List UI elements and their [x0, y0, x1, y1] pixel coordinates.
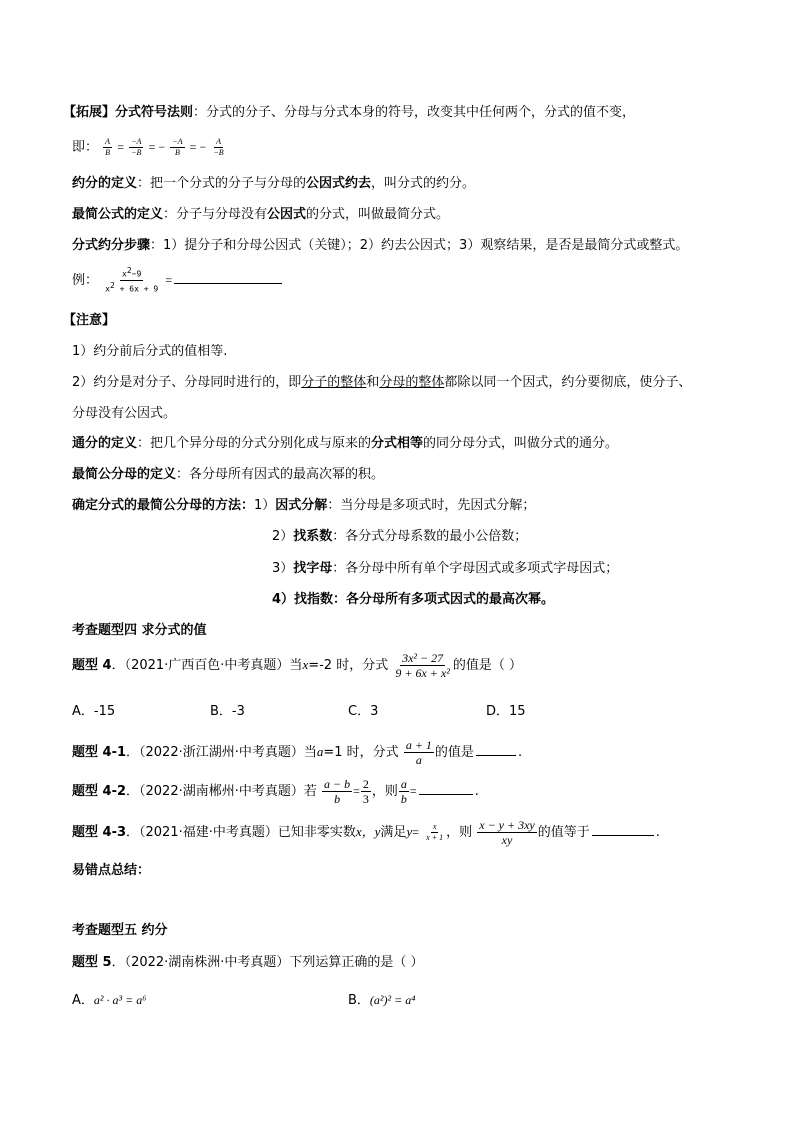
simplest-fraction-definition: 最简公式的定义：分子与分母没有公因式的分式，叫做最简分式。: [72, 207, 450, 222]
q5-option-a[interactable]: A．a² · a³ = a⁶: [72, 993, 147, 1008]
example-fraction: $\frac{x2-9}{x2 + 6x + 9}$: [105, 266, 159, 294]
reduction-steps: 分式约分步骤：1）提分子和分母公因式（关键）；2）约去公因式；3）观察结果，是否是最简分式或整式。: [72, 238, 689, 253]
q4-option-a[interactable]: A．-15: [72, 704, 116, 719]
question-4-2-fraction-1: $\frac{a - b}{b}$: [324, 777, 351, 806]
question-4: 题型 4．（2021·广西百色·中考真题）当x=-2 时，分式 $\frac{\text{3x² − 27}}{\text{9 + 6x + x²}}$ 的值是（ ）: [72, 651, 522, 680]
question-4-2-fraction-2: $\frac{2}{3}$: [362, 777, 369, 806]
sign-rule-formula: 即： $\frac{A}{B}$ = $\frac{-A}{-B}$ = − $\frac{-A}{B}$ = − $\frac{A}{-B}$: [72, 137, 224, 157]
q4-option-b[interactable]: B．-3: [210, 704, 245, 719]
extension-tag: 【拓展】: [63, 105, 116, 120]
q4-3-answer-blank[interactable]: [592, 834, 654, 836]
yuefen-definition: 约分的定义：把一个分式的分子与分母的公因式约去，叫分式的约分。: [72, 176, 476, 191]
section-5-title: 考查题型五 约分: [72, 923, 168, 938]
lcd-method-step-4: 4）找指数：各分母所有多项式因式的最高次幂。: [272, 592, 555, 607]
q4-1-answer-blank[interactable]: [476, 754, 516, 756]
question-5: 题型 5．（2022·湖南株洲·中考真题）下列运算正确的是（ ）: [72, 955, 424, 970]
q4-2-answer-blank[interactable]: [419, 793, 473, 795]
note-point-2-cont: 分母没有公因式。: [72, 406, 177, 421]
extension-title: 分式符号法则: [115, 105, 194, 120]
lcd-method-step-3: 3）找字母：各分母中所有单个字母因式或多项式字母因式；: [272, 561, 619, 576]
fraction-a-over-neg-b: $\frac{A}{-B}$: [213, 137, 224, 157]
question-4-1-fraction: $\frac{a + 1}{a}$: [405, 738, 432, 767]
note-tag: 【注意】: [63, 313, 116, 328]
ji-label: 即：: [72, 140, 99, 155]
q4-option-d[interactable]: D．15: [486, 704, 526, 719]
question-4-fraction: $\frac{\text{3x² − 27}}{\text{9 + 6x + x²}}$: [395, 651, 450, 680]
section-4-title: 考查题型四 求分式的值: [72, 623, 207, 638]
lcd-method-step-2: 2）找系数：各分式分母系数的最小公倍数；: [272, 529, 528, 544]
note-point-2: 2）约分是对分子、分母同时进行的，即分子的整体和分母的整体都除以同一个因式，约分要彻底，使分子、: [72, 375, 692, 390]
question-4-1: 题型 4-1．（2022·浙江湖州·中考真题）当a=1 时，分式 $\frac{a + 1}{a}$ 的值是 .: [72, 738, 523, 767]
question-4-2: 题型 4-2．（2022·湖南郴州·中考真题）若 $\frac{a - b}{b}$ = $\frac{2}{3}$ ，则 $\frac{a}{b}$ = .: [72, 777, 479, 806]
example-line: 例： $\frac{x2-9}{x2 + 6x + 9}$ =: [72, 266, 284, 295]
fraction-neg-a-over-b: $\frac{-A}{B}$: [172, 137, 183, 157]
fraction-a-over-b: $\frac{A}{B}$: [105, 137, 111, 157]
q4-option-c[interactable]: C．3: [348, 704, 379, 719]
extension-text: ：分式的分子、分母与分式本身的符号，改变其中任何两个，分式的值不变，: [193, 105, 636, 120]
question-4-3-fraction-1: $\frac{x}{x + 1}$: [426, 822, 444, 842]
example-answer-blank: [174, 282, 282, 284]
note-point-1: 1）约分前后分式的值相等.: [72, 344, 228, 359]
lcd-definition: 最简公分母的定义：各分母所有因式的最高次幂的积。: [72, 467, 385, 482]
question-4-label: 题型 4: [72, 658, 112, 673]
tongfen-definition: 通分的定义：把几个异分母的分式分别化成与原来的分式相等的同分母分式，叫做分式的通分。: [72, 436, 619, 451]
fraction-neg-a-over-neg-b: $\frac{-A}{-B}$: [131, 137, 142, 157]
question-4-3: 题型 4-3．（2021·福建·中考真题）已知非零实数x，y满足y= $\frac{x}{x + 1}$ ，则 $\frac{x - y + 3xy}{xy}$ 的值等于 .: [72, 818, 660, 847]
lcd-method-step-1: 确定分式的最简公分母的方法：1）因式分解：当分母是多项式时，先因式分解；: [72, 498, 536, 513]
question-4-2-fraction-3: $\frac{a}{b}$: [400, 777, 407, 806]
error-summary-label: 易错点总结：: [72, 863, 151, 878]
q5-option-b[interactable]: B．(a²)² = a⁴: [348, 993, 416, 1008]
question-4-3-fraction-2: $\frac{x - y + 3xy}{xy}$: [479, 818, 535, 847]
extension-paragraph: [63, 104, 635, 122]
